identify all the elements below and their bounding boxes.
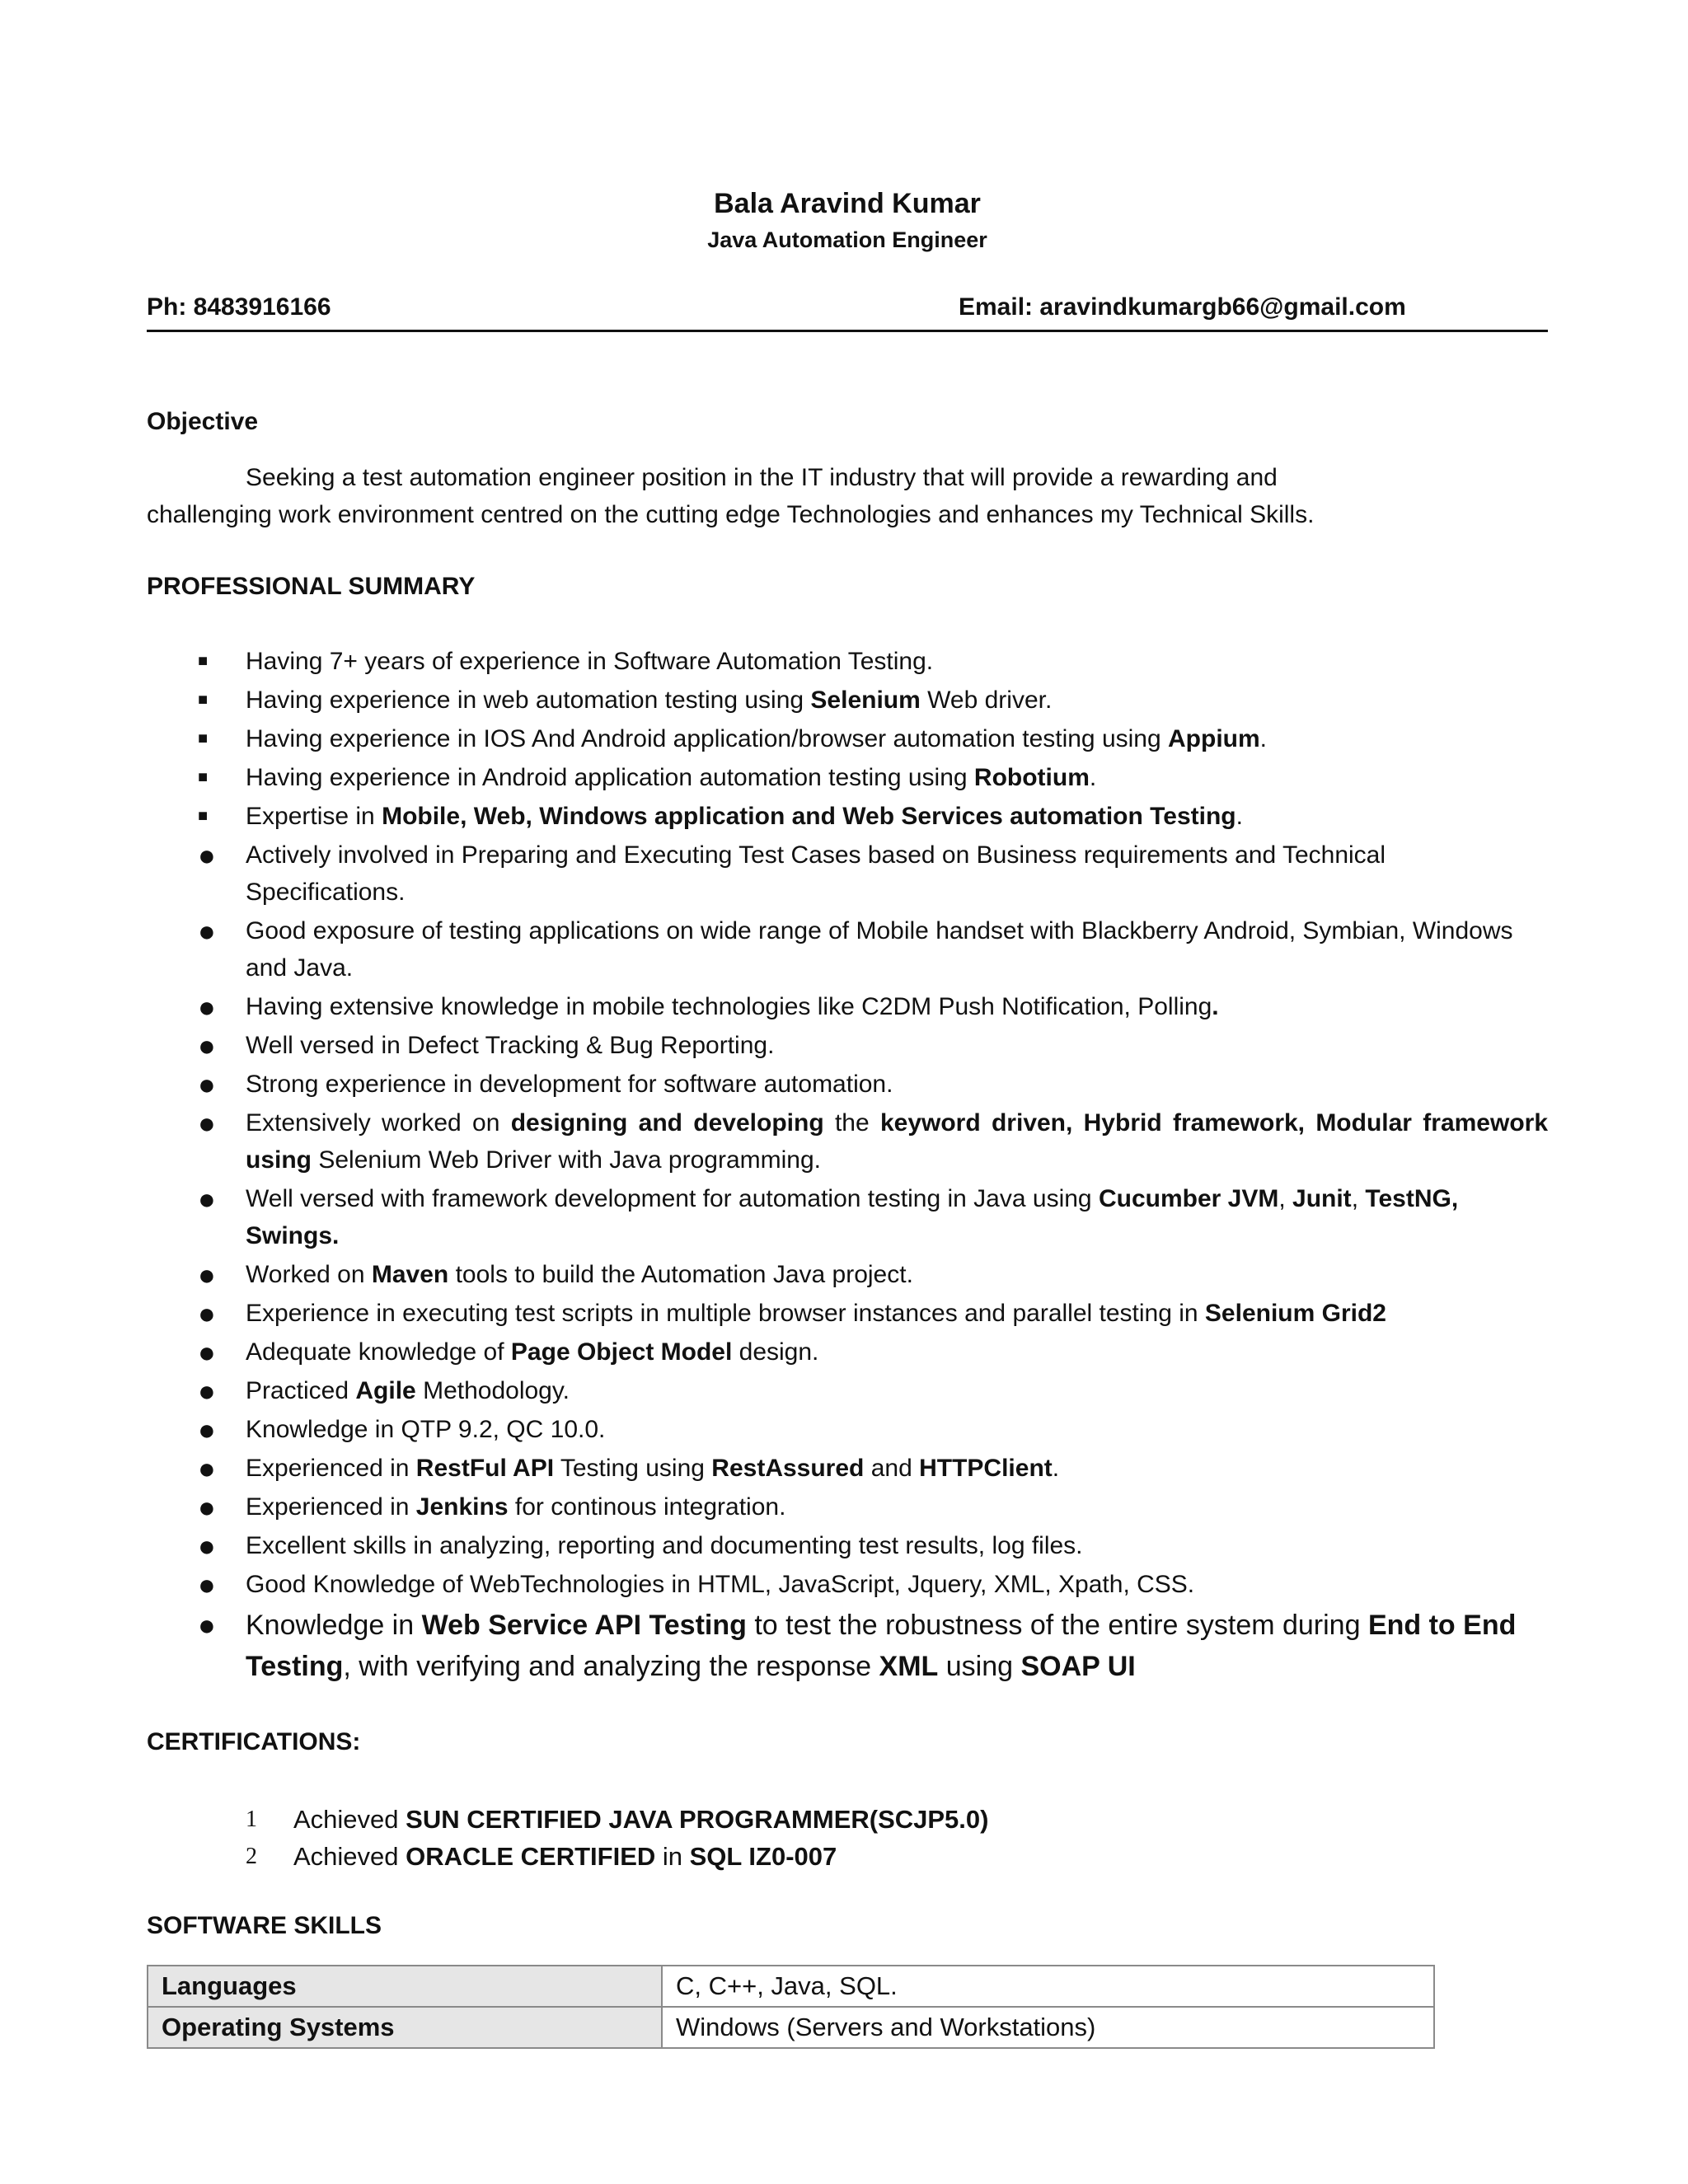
text-run: Web driver. [920,687,1053,714]
bold-text: Jenkins [415,1493,509,1521]
summary-item [147,1372,1548,1409]
text-run: Having experience in IOS And Android application/browser automation testing using [246,725,1169,752]
text-run: Experience in executing test scripts in multiple browser instances and parallel testing in [246,1300,1205,1327]
round-bullet-icon: ● [198,1029,216,1062]
objective-line-2: challenging work environment centred on the cutting edge Technologies and enhances my Technical Skills. [147,501,1315,528]
summary-item [147,1066,1548,1103]
round-bullet-icon: ● [198,1608,216,1642]
round-bullet-icon: ● [198,1258,216,1291]
text-run: the [823,1109,880,1137]
text-run: Good exposure of testing applications on wide range of Mobile handset with Blackberry Android, Symbian, Windows and Java. [246,917,1513,982]
text-run: Well versed in Defect Tracking & Bug Reporting. [246,1032,775,1059]
text-run: . [1052,1455,1060,1482]
text-run: , [1278,1185,1293,1212]
text-run: Knowledge in [246,1610,422,1641]
summary-item [147,1295,1548,1332]
text-run: Having experience in web automation testing using [246,687,811,714]
text-run: Achieved [293,1805,406,1834]
text-run: , [1351,1185,1366,1212]
bold-text: Web Service API Testing [421,1610,747,1641]
candidate-name: Bala Aravind Kumar [714,188,981,219]
text-run: Good Knowledge of WebTechnologies in HTML, JavaScript, Jquery, XML, Xpath, CSS. [246,1571,1195,1598]
summary-item [147,1411,1548,1448]
summary-item [147,643,1548,680]
bold-text: Selenium Grid2 [1204,1300,1386,1327]
round-bullet-icon: ● [198,1413,216,1446]
text-run: Having experience in Android application automation testing using [246,764,974,791]
text-run: . [1236,803,1243,830]
summary-heading: PROFESSIONAL SUMMARY [147,573,476,600]
text-run: Well versed with framework development for automation testing in Java using [246,1185,1099,1212]
bold-text: Junit [1292,1185,1352,1212]
square-bullet-icon: ■ [198,729,209,748]
summary-item [147,720,1548,757]
objective-line-1: Seeking a test automation engineer position in the IT industry that will provide a rewarding and [246,464,1278,491]
text-run: Experienced in [246,1455,416,1482]
summary-item [147,1333,1548,1371]
text-run: and [864,1455,920,1482]
text-run: Practiced [246,1377,356,1404]
summary-item [147,912,1548,987]
skills-key: Operating Systems [148,2007,662,2048]
round-bullet-icon: ● [198,1529,216,1563]
text-run: Testing using [554,1455,712,1482]
summary-item [147,1027,1548,1064]
text-run: Having 7+ years of experience in Software Automation Testing. [246,648,934,675]
square-bullet-icon: ■ [198,652,209,670]
objective-heading: Objective [147,408,259,435]
text-run: Adequate knowledge of [246,1338,511,1366]
bold-text: Selenium [810,687,921,714]
text-run: . [1089,764,1097,791]
summary-item [147,798,1548,835]
bold-text: RestAssured [711,1455,865,1482]
text-run: Methodology. [415,1377,570,1404]
bold-text: Cucumber JVM [1098,1185,1279,1212]
bold-text: SOAP UI [1020,1651,1136,1682]
bold-text: XML [879,1651,939,1682]
bold-text: SQL IZ0-007 [689,1842,837,1871]
text-run: Actively involved in Preparing and Executing Test Cases based on Business requirements and Technical Specifications. [246,841,1386,906]
skills-key: Languages [148,1966,662,2007]
square-bullet-icon: ■ [198,691,209,709]
certification-item [147,1838,988,1875]
text-run: tools to build the Automation Java project. [448,1261,913,1288]
summary-item [147,1450,1548,1487]
certification-item [147,1801,988,1838]
skills-table [147,1965,1435,2049]
certifications-heading: CERTIFICATIONS: [147,1728,361,1755]
text-run: for continous integration. [508,1493,786,1521]
round-bullet-icon: ● [198,838,216,872]
text-run: . [1259,725,1268,752]
summary-item [147,1605,1548,1687]
bold-text: . [1212,993,1219,1020]
text-run: design. [732,1338,819,1366]
bold-text: designing and developing [510,1109,824,1137]
text-run: Selenium Web Driver with Java programming. [312,1146,822,1174]
summary-item [147,682,1548,719]
text-run: Knowledge in QTP 9.2, QC 10.0. [246,1416,606,1443]
certification-number: 1 [246,1807,257,1832]
summary-item [147,759,1548,796]
summary-item [147,1488,1548,1526]
summary-list [147,643,1548,1689]
skills-heading: SOFTWARE SKILLS [147,1912,382,1939]
bold-text: Maven [371,1261,449,1288]
text-run: using [938,1651,1021,1682]
skills-value: C, C++, Java, SQL. [662,1966,1434,2007]
summary-item [147,837,1548,911]
summary-item [147,1180,1548,1254]
round-bullet-icon: ● [198,914,216,948]
text-run: Achieved [293,1842,406,1871]
skills-row [148,2007,1434,2048]
summary-item [147,988,1548,1025]
round-bullet-icon: ● [198,1490,216,1524]
summary-item [147,1256,1548,1293]
round-bullet-icon: ● [198,990,216,1024]
bold-text: HTTPClient [919,1455,1053,1482]
bold-text: RestFul API [415,1455,555,1482]
round-bullet-icon: ● [198,1335,216,1369]
bold-text: Page Object Model [510,1338,733,1366]
bold-text: Mobile, Web, Windows application and Web Services automation Testing [382,803,1236,830]
text-run: , with verifying and analyzing the response [343,1651,879,1682]
round-bullet-icon: ● [198,1106,216,1140]
bold-text: keyword driven, Hybrid framework, Modular framework using [246,1109,1549,1174]
square-bullet-icon: ■ [198,807,209,825]
text-run: Extensively worked on [246,1109,511,1137]
text-run: Experienced in [246,1493,416,1521]
round-bullet-icon: ● [198,1296,216,1330]
round-bullet-icon: ● [198,1374,216,1408]
text-run: Worked on [246,1261,372,1288]
summary-item [147,1566,1548,1603]
text-run: Having extensive knowledge in mobile technologies like C2DM Push Notification, Polling [246,993,1212,1020]
bold-text: Robotium [973,764,1090,791]
bold-text: Appium [1168,725,1260,752]
contact-bar [147,293,1548,332]
bold-text: Agile [355,1377,416,1404]
round-bullet-icon: ● [198,1451,216,1485]
text-run: Excellent skills in analyzing, reporting and documenting test results, log files. [246,1532,1083,1559]
objective-text [147,459,1548,533]
text-run: to test the robustness of the entire system during [746,1610,1368,1641]
text-run: Expertise in [246,803,382,830]
certification-number: 2 [246,1844,257,1869]
candidate-role: Java Automation Engineer [707,227,987,252]
summary-item [147,1527,1548,1564]
round-bullet-icon: ● [198,1182,216,1216]
round-bullet-icon: ● [198,1067,216,1101]
bold-text: End to End Testing [246,1610,1517,1682]
text-run: Strong experience in development for software automation. [246,1071,893,1098]
bold-text: TestNG, Swings. [246,1185,1459,1249]
email-address: Email: aravindkumargb66@gmail.com [959,293,1406,321]
phone-number: Ph: 8483916166 [147,293,331,321]
bold-text: ORACLE CERTIFIED [406,1842,656,1871]
square-bullet-icon: ■ [198,768,209,786]
skills-row [148,1966,1434,2007]
skills-value: Windows (Servers and Workstations) [662,2007,1434,2048]
bold-text: SUN CERTIFIED JAVA PROGRAMMER(SCJP5.0) [406,1805,989,1834]
certifications-list [147,1801,988,1875]
text-run: in [655,1842,690,1871]
round-bullet-icon: ● [198,1568,216,1601]
summary-item [147,1104,1548,1179]
